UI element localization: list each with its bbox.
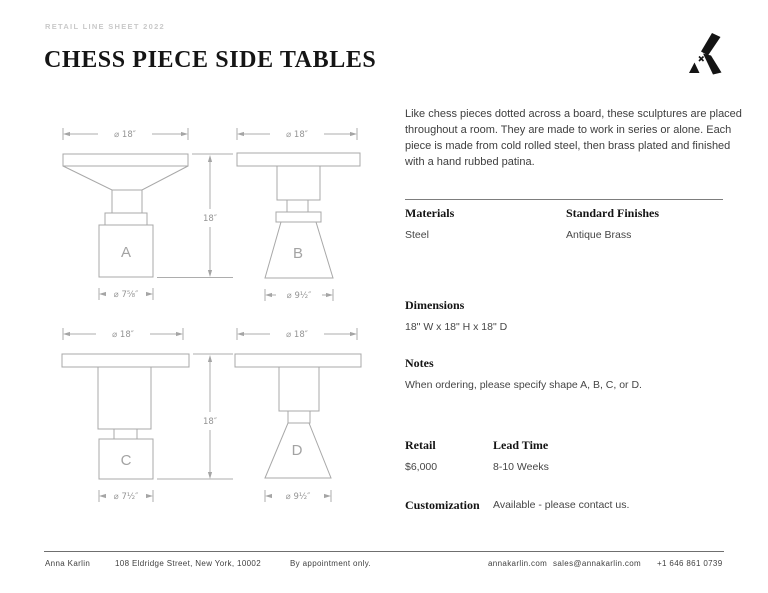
shape-b-tabletop <box>237 153 360 166</box>
shape-a-neck <box>112 190 142 213</box>
shape-a-top-diameter-label: ⌀ 18″ <box>114 130 136 140</box>
shape-c-bottom-diameter-dimension <box>99 490 153 502</box>
spec-lead-time <box>493 438 549 473</box>
shape-d-neck <box>288 411 310 423</box>
lead-time-label: Lead Time <box>493 438 549 452</box>
customization-value: Available - please contact us. <box>493 499 630 511</box>
shape-b-block <box>277 166 320 200</box>
shape-d-bottom-diameter-label: ⌀ 9½″ <box>285 492 311 502</box>
shape-a-height-label: 18″ <box>203 214 217 224</box>
anna-karlin-logo-icon <box>686 32 726 76</box>
logo-triangle <box>689 63 700 74</box>
shape-c-letter: C <box>120 452 132 469</box>
shape-d-top-diameter-dimension <box>237 328 357 340</box>
shape-b-bottom-diameter-label: ⌀ 9½″ <box>286 291 312 301</box>
shape-c-height-label: 18″ <box>203 417 217 427</box>
footer-brand-name: Anna Karlin <box>45 559 91 568</box>
shape-a-letter: A <box>120 244 132 261</box>
shape-a-top-diameter-dimension <box>63 128 188 140</box>
shape-c-top-diameter-dimension <box>63 328 183 340</box>
notes-value: When ordering, please specify shape A, B, C, or D. <box>405 379 642 391</box>
notes-label: Notes <box>405 356 434 370</box>
drawing-shape-b <box>237 128 360 301</box>
shape-c-tabletop <box>62 354 189 367</box>
spec-materials <box>405 206 454 241</box>
eyebrow-label: RETAIL LINE SHEET 2022 <box>45 22 166 31</box>
shape-a-bottom-diameter-label: ⌀ 7⅝″ <box>113 290 139 300</box>
footer-divider <box>44 551 724 552</box>
drawing-shape-d <box>235 328 361 502</box>
retail-value: $6,000 <box>405 461 438 473</box>
standard-finishes-label: Standard Finishes <box>566 206 660 220</box>
shape-d-top-diameter-label: ⌀ 18″ <box>286 330 308 340</box>
product-description: Like chess pieces dotted across a board, these sculptures are placed throughout a room. They are made to work in series or alone. Each piece is made from cold rolled steel, then brass plated and finished with a hand rubbed patina. <box>405 108 742 168</box>
shape-a-funnel <box>63 166 188 190</box>
footer-appointment-note: By appointment only. <box>290 559 372 568</box>
dimensions-value: 18" W x 18" H x 18" D <box>405 321 508 333</box>
shape-d-bottom-diameter-dimension <box>265 490 331 502</box>
shape-c-bottom-diameter-label: ⌀ 7½″ <box>113 492 139 502</box>
shape-b-neck <box>287 200 308 212</box>
shape-b-bottom-diameter-dimension <box>265 289 333 301</box>
logo-lower-stroke <box>703 54 722 75</box>
lead-time-value: 8-10 Weeks <box>493 461 549 473</box>
shape-b-top-diameter-label: ⌀ 18″ <box>286 130 308 140</box>
page-title: CHESS PIECE SIDE TABLES <box>44 47 377 73</box>
shape-d-letter: D <box>291 442 303 459</box>
shape-c-neck <box>114 429 137 439</box>
footer-email: sales@annakarlin.com <box>553 559 642 568</box>
drawing-shape-a <box>63 128 233 300</box>
shape-c-height-dimension <box>157 354 233 479</box>
dimensions-label: Dimensions <box>405 298 465 312</box>
customization-label: Customization <box>405 498 480 512</box>
spec-standard-finishes <box>566 206 659 241</box>
shape-b-letter: B <box>292 245 304 262</box>
spec-dimensions <box>405 298 507 333</box>
spec-notes <box>405 356 642 391</box>
shape-b-collar <box>276 212 321 222</box>
materials-label: Materials <box>405 206 455 220</box>
shape-a-height-dimension <box>157 154 233 278</box>
shape-c-top-diameter-label: ⌀ 18″ <box>112 330 134 340</box>
shape-a-collar <box>105 213 147 225</box>
footer-phone: +1 646 861 0739 <box>657 559 723 568</box>
materials-value: Steel <box>405 229 429 241</box>
footer-address: 108 Eldridge Street, New York, 10002 <box>115 559 262 568</box>
standard-finishes-value: Antique Brass <box>566 229 632 241</box>
footer-website: annakarlin.com <box>488 559 548 568</box>
shape-c-column <box>98 367 151 429</box>
shape-a-bottom-diameter-dimension <box>99 288 153 300</box>
retail-label: Retail <box>405 438 436 452</box>
shape-a-tabletop <box>63 154 188 166</box>
logo-upper-stroke <box>701 33 721 56</box>
spec-retail <box>405 438 437 473</box>
section-divider <box>405 199 723 200</box>
shape-d-tabletop <box>235 354 361 367</box>
shape-b-top-diameter-dimension <box>237 128 357 140</box>
shape-d-column <box>279 367 319 411</box>
logo-x-mark <box>699 57 704 62</box>
technical-drawings <box>40 100 410 530</box>
drawing-shape-c <box>62 328 233 502</box>
